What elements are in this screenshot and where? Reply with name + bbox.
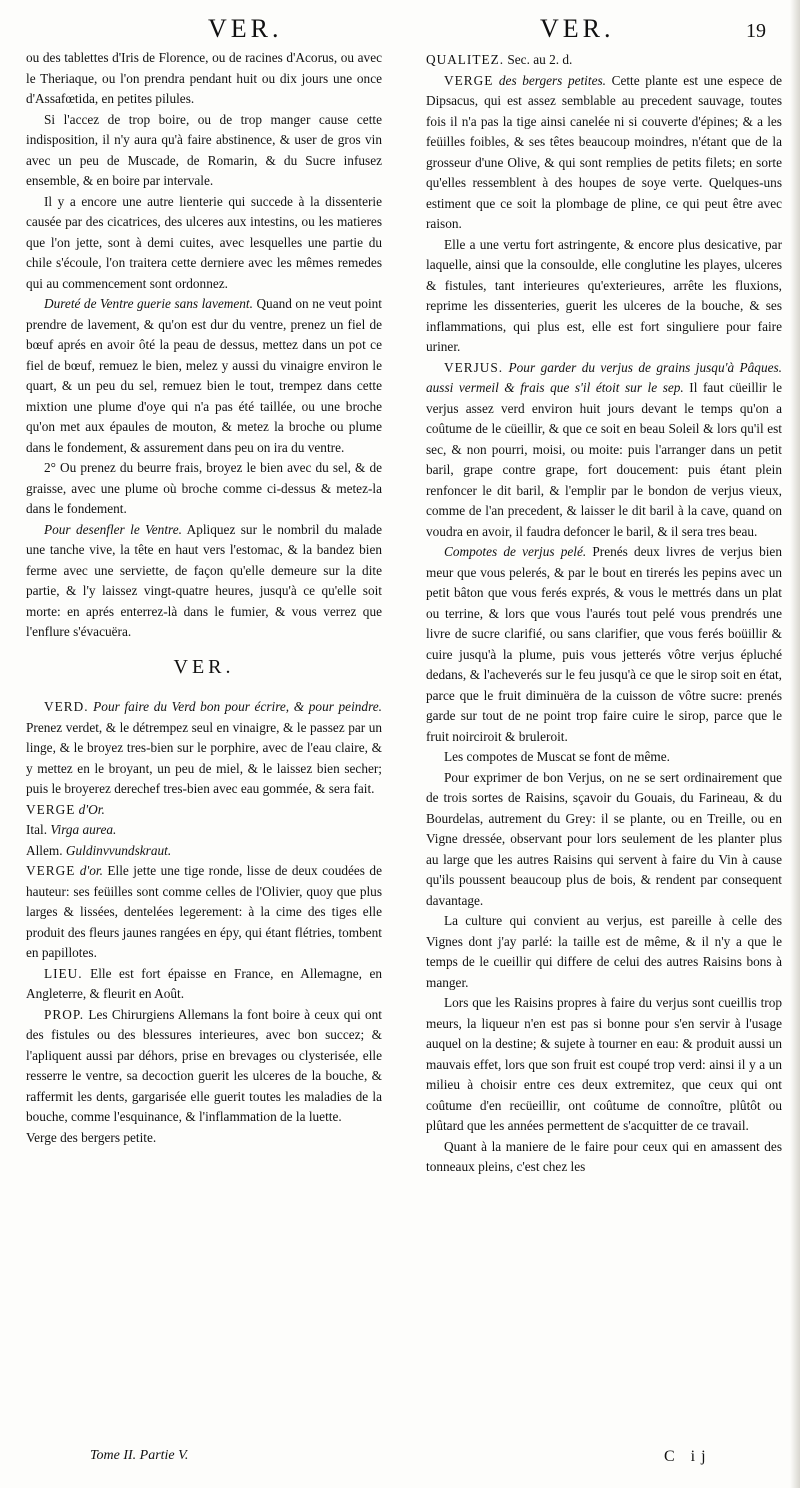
entry-body: Cette plante est une espece de Dipsacus, qui est assez semblable au precedent sauvage, toutes fois il n'a pas la tige ainsi canelée ni si couverte d'épines; & a les feüilles foibles, & ses têtes beaucoup moindres, n'étant que de la grosseur d'une Olive, & qui sont remplies de petits filets; en sorte qu'elles ressemblent à des houpes de soye verte. Quelques-uns estiment que ce soit la plombage de pline, ce qui peut être avec raison. [426, 72, 782, 231]
synonym-line [26, 820, 382, 841]
paragraph [26, 964, 382, 1005]
entry-headword: LIEU. [44, 965, 83, 981]
entry-body: Prenés deux livres de verjus bien meur que vous pelerés, & par le bout en tirerés les pepins avec un petit bâton que vous ferés exprés, & vous le mettrés dans un plat ou terrine, & lors que vous l'aurés tout pelé vous prendrés une livre de sucre clarifié, ou sans clarifier, que vous ferés boüillir & cuire jusqu'à la plume, puis vous jetterés vôtre verjus épluché dedans, & l'acheverés sur le feu jusqu'à ce que le sirop soit en état, parce que le fruit diminuëra de la cuisson de vôtre sucre: prenés garde sur tout de ne point trop faire cuire le sirop, parce que le fruit noirciroit & bruleroit. [426, 544, 782, 744]
paragraph [26, 861, 382, 964]
paragraph: Lors que les Raisins propres à faire du verjus sont cueillis trop meurs, la liqueur n'en est pas si bonne pour s'en servir à l'usage auquel on la destine; & sujete à tourner en eau: & produit aussi un mauvais effet, lors que son fruit est coupé trop verd: ainsi il y a un milieu à choisir entre ces deux extremitez, que ceux qui ont coûtume d'en recüeillir, ont coûtume de connoître, plûtôt ou plûtard que les années permettent de s'acquitter de ce travail. [426, 995, 782, 1133]
paragraph: Elle a une vertu fort astringente, & encore plus desicative, par laquelle, ainsi que la consoulde, elle conglutine les playes, ulceres & fistules, tant interieures qu'exterieures, arrête les fluxions, reprime les dissenteries, guerit les ulceres de la bouche, & ses inflammations, qui plus est, elle est fort singuliere pour faire uriner. [426, 236, 782, 354]
paragraph [26, 697, 382, 800]
right-column [426, 50, 782, 1178]
paragraph [26, 520, 382, 643]
entry-lead: Compotes de verjus pelé. [444, 544, 587, 559]
signature-mark: C ij [664, 1448, 712, 1465]
entry-body: Il faut cüeillir le verjus assez verd environ huit jours devant le temps qu'on a coûtume de le cüeillir, & que ce soit en beau Soleil & lors qu'il est sec, & non pourri, moisi, ou moite: puis l'arranger dans un petit baril, grape contre grape, fort doucement: puis étant plein renfoncer le dit baril, & l'emplir par le bondon de verjus vieux, comme de l'an precedent, & laisser le dit baril à la cave, quand on voudra en avoir, il faudra defoncer le baril, & il sera tres beau. [426, 380, 782, 539]
entry-body: Sec. au 2. d. [504, 52, 573, 67]
paragraph [426, 50, 782, 71]
entry-subtitle: Pour garder du verjus de grains jusqu'à Pâques. aussi vermeil & frais que s'il étoit sur le sep. [426, 359, 782, 395]
page-number: 19 [746, 20, 766, 42]
synonym-name: Virga aurea. [47, 822, 117, 837]
synonym-name: Guldinvvundskraut. [62, 842, 172, 858]
entry-lead: Dureté de Ventre guerie sans lavement. [44, 296, 253, 311]
entry-headword: QUALITEZ. [426, 52, 505, 67]
entry-body: Quand on ne veut point prendre de lavement, & qu'on est dur du ventre, prenez un fiel de bœuf aprés en avoir ôté la peau de dessus, mettez dans un pot ce fiel de bœuf, remuez le bien, melez y aussi du vinaigre environ le quart, & un peu du sel, remuez bien le tout, trempez dans cette mixtion une plume d'oye qui n'a pas été taillée, ou une broche qu'on met aux épaules de mouton, & metez la broche ou plume dans le fondement, & assurement dans peu on ira du ventre. [26, 296, 382, 455]
page-edge-shadow [790, 0, 800, 1488]
paragraph [426, 71, 782, 235]
entry-headword: VERGE [26, 863, 76, 878]
entry-headword: VERGE [26, 801, 76, 817]
paragraph: Les compotes de Muscat se font de même. [444, 749, 670, 764]
language-label: Allem. [26, 842, 63, 858]
synonym-line [26, 841, 382, 862]
paragraph [426, 542, 782, 747]
paragraph: Il y a encore une autre lienterie qui succede à la dissenterie causée par des cicatrices, des ulceres aux intestins, ou les matieres que l'on jette, sont à demi cuites, avec lesquelles une partie du chile s'écoule, l'on traitera cette derniere avec les mêmes remedes qui au commencement sont ordonnez. [26, 193, 382, 291]
entry-lead: Pour desenfler le Ventre. [44, 521, 182, 537]
entry-subtitle: des bergers petites. [493, 72, 606, 88]
signature-line: Tome II. Partie V. [90, 1448, 189, 1463]
paragraph: Si l'accez de trop boire, ou de trop manger cause cette indisposition, il n'y aura qu'à faire abstinence, & user de gros vin avec un peu de Muscade, de Romarin, & du Sucre infusez ensemble, & en boire par intervale. [26, 111, 382, 188]
entry-subtitle: d'Or. [75, 801, 105, 817]
entry-body: Elle jette une tige ronde, lisse de deux coudées de hauteur: ses feüilles sont comme celles de l'Olivier, quoy que plus larges & lissées, dentelées legerement: à la cime des tiges elle produit des fleurs jaunes rangées en épy, qui étant flétries, tombent en papillotes. [26, 863, 382, 960]
entry-body: Elle est fort épaisse en France, en Allemagne, en Angleterre, & fleurit en Août. [26, 965, 382, 1001]
section-heading: VER. [173, 655, 235, 678]
entry-heading [26, 800, 382, 821]
entry-body: Prenez verdet, & le détrempez seul en vinaigre, & le passez par un linge, & le broyez tres-bien sur le porphire, avec de l'eau claire, & y mettez en le broyant, un peu de miel, & le laissez bien secher; puis le broyerez derechef tres-bien avec eau gommée, & sera fait. [26, 719, 382, 796]
entry-headword: VERGE [444, 72, 494, 88]
entry-headword: PROP. [44, 1006, 85, 1022]
language-label: Ital. [26, 822, 48, 837]
paragraph [26, 1005, 382, 1128]
entry-body: Apliquez sur le nombril du malade une tanche vive, la tête en haut vers l'estomac, & la bandez bien ferme avec une serviette, de façon qu'elle demeure sur la dite partie, & l'y laissez vingt-quatre heures, jusqu'à ce qu'elle soit morte: en aprés enterrez-là dans le fumier, & vous verrez que l'enflure s'évacuëra. [26, 521, 382, 639]
paragraph: 2° Ou prenez du beurre frais, broyez le bien avec du sel, & de graisse, avec une plume où broche comme ci-dessus & metez-la dans le fondement. [26, 460, 382, 516]
entry-headword: VERD. [44, 699, 89, 714]
entry-headword: VERJUS. [444, 359, 504, 375]
paragraph: Quant à la maniere de le faire pour ceux qui en amassent des tonneaux pleins, c'est chez les [426, 1138, 782, 1174]
left-column [26, 48, 382, 1148]
entry-body: Les Chirurgiens Allemans la font boire à ceux qui ont des fistules ou des blessures interieures, avec bon succez; & l'apliquent aussi par déhors, prise en brevages ou clysterisée, elle resserre le ventre, sa decoction guerit les ulceres de la bouche, & raffermit les dents, gargarisée elle guerit toutes les maladies de la bouche, comme l'esquinance, & l'inflammation de la luette. [26, 1006, 382, 1124]
entry-subtitle: Pour faire du Verd bon pour écrire, & pour peindre. [88, 699, 382, 714]
paragraph: La culture qui convient au verjus, est pareille à celle des Vignes dont j'ay parlé: la taille est de même, & il n'y a que le temps de le cueillir qui differe de celui des autres Raisins bons à manger. [426, 913, 782, 990]
entry-subtitle: d'or. [75, 863, 103, 878]
paragraph: ou des tablettes d'Iris de Florence, ou de racines d'Acorus, ou avec le Theriaque, ou l'on prendra pendant huit ou dix jours une once d'Assafœtida, en petites pilules. [26, 50, 382, 106]
paragraph: Pour exprimer de bon Verjus, on ne se sert ordinairement que de trois sortes de Raisins, sçavoir du Gouais, du Farineau, & du Bourdelas, autrement du Grey: il se plante, ou en Treille, ou en Vigne dressée, observant pour lors seulement de les planter plus au large que les autres Raisins qui servent à faire du Vin à cause qu'ils poussent beaucoup plus de bois, & rendent par consequent davantage. [426, 769, 782, 908]
running-head-left: VER. [208, 14, 283, 43]
paragraph [26, 294, 382, 458]
running-head-right: VER. [540, 14, 615, 43]
paragraph: Verge des bergers petite. [26, 1129, 157, 1145]
paragraph [426, 358, 782, 543]
